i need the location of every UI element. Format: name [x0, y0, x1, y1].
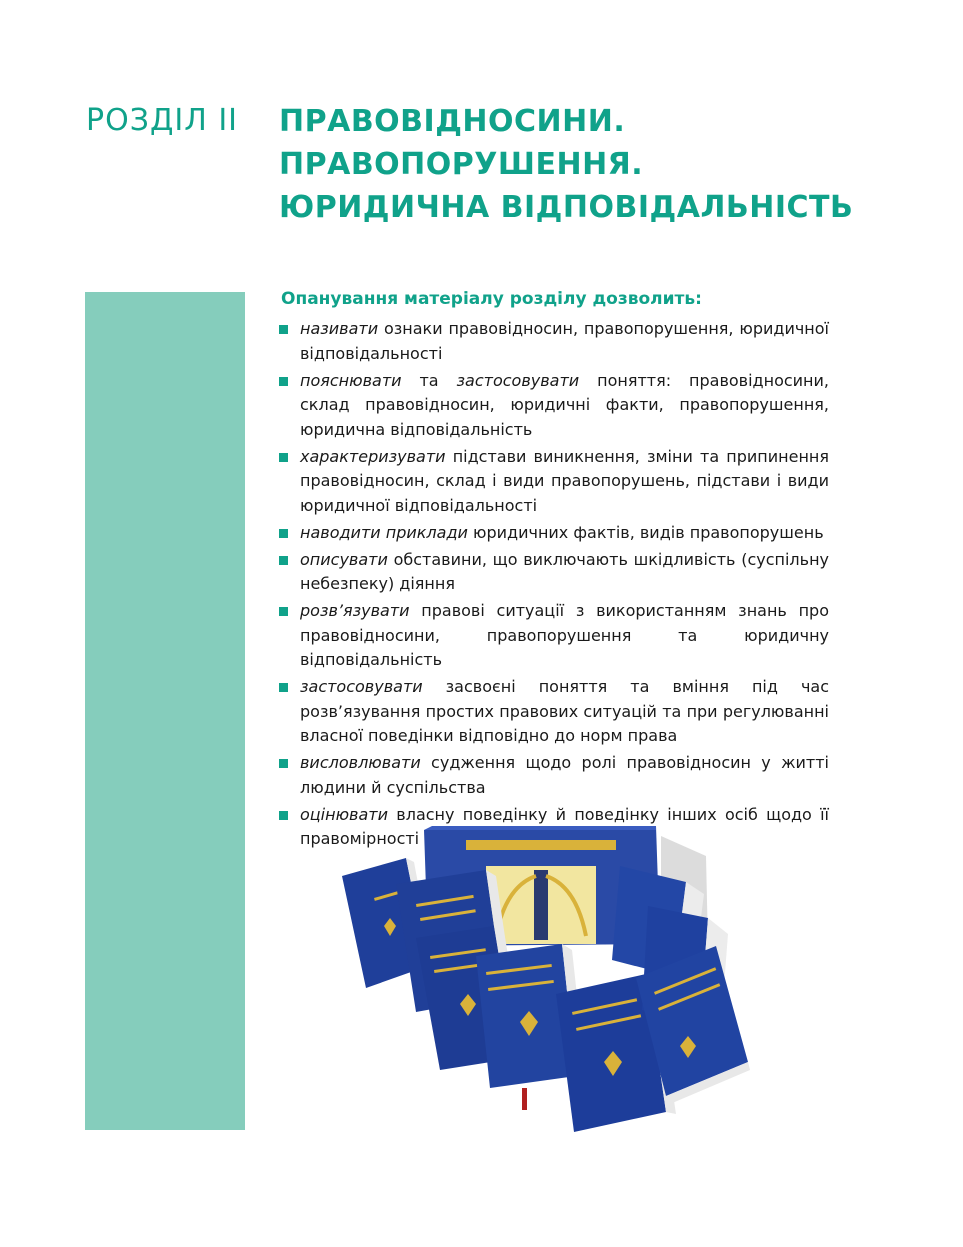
goal-verb: застосовувати — [456, 370, 580, 390]
square-bullet-icon — [279, 759, 288, 768]
list-item — [279, 548, 829, 597]
goal-verb: висловлювати — [300, 753, 421, 772]
goal-text: підстави виникнення, зміни та припинення правовідносин, склад і види правопорушень, підстави і види юридичної відповідальності — [300, 446, 829, 515]
square-bullet-icon — [279, 556, 288, 565]
chapter-title — [279, 100, 919, 229]
list-item — [279, 599, 829, 673]
goal-verb: наводити приклади — [300, 522, 468, 542]
goal-verb: називати — [300, 319, 379, 338]
goal-text: поняття: правовідносини, склад правовідносин, юридичні факти, правопорушення, юридична відповідальність — [300, 370, 829, 439]
goal-verb: характеризувати — [300, 446, 446, 466]
goal-text: ознаки правовідносин, правопорушення, юридичної відповідальності — [300, 319, 829, 363]
square-bullet-icon — [279, 325, 288, 334]
goal-verb: розв’язувати — [300, 601, 410, 620]
title-line: ПРАВОВІДНОСИНИ. — [279, 104, 626, 139]
list-item — [279, 369, 829, 443]
list-item — [279, 521, 829, 546]
square-bullet-icon — [279, 607, 288, 616]
title-line: ПРАВОПОРУШЕННЯ. — [279, 147, 644, 182]
list-item — [279, 317, 829, 366]
law-codes-photo — [336, 826, 752, 1138]
square-bullet-icon — [279, 529, 288, 538]
goal-text: обставини, що виключають шкідливість (суспільну небезпеку) діяння — [300, 549, 829, 593]
goal-text: судження щодо ролі правовідносин у житті людини й суспільства — [300, 753, 829, 797]
goal-text: правові ситуації з використанням знань про правовідносини, правопорушення та юридичну відповідальність — [300, 601, 829, 669]
list-item — [279, 445, 829, 519]
goal-connector: та — [401, 370, 457, 390]
goal-verb: застосовувати — [300, 677, 423, 696]
side-color-bar — [85, 292, 245, 1130]
goal-text: юридичних фактів, видів правопорушень — [467, 522, 824, 542]
goal-text: власну поведінку й поведінку інших осіб щодо її правомірності — [300, 804, 829, 848]
square-bullet-icon — [279, 453, 288, 462]
square-bullet-icon — [279, 377, 288, 386]
title-line: ЮРИДИЧНА ВІДПОВІДАЛЬНІСТЬ — [279, 190, 854, 225]
square-bullet-icon — [279, 683, 288, 692]
list-item — [279, 675, 829, 749]
goal-text: засвоєні поняття та вміння під час розв’язування простих правових ситуацій та при регулюванні власної поведінки відповідно до норм права — [300, 677, 829, 745]
section-label: РОЗДІЛ II — [86, 103, 239, 138]
goal-verb: оцінювати — [300, 804, 389, 824]
goals-intro: Опанування матеріалу розділу дозволить: — [281, 289, 702, 309]
goals-list — [279, 317, 829, 854]
list-item — [279, 751, 829, 800]
square-bullet-icon — [279, 811, 288, 820]
goal-verb: пояснювати — [300, 370, 402, 390]
goal-verb: описувати — [300, 549, 388, 569]
